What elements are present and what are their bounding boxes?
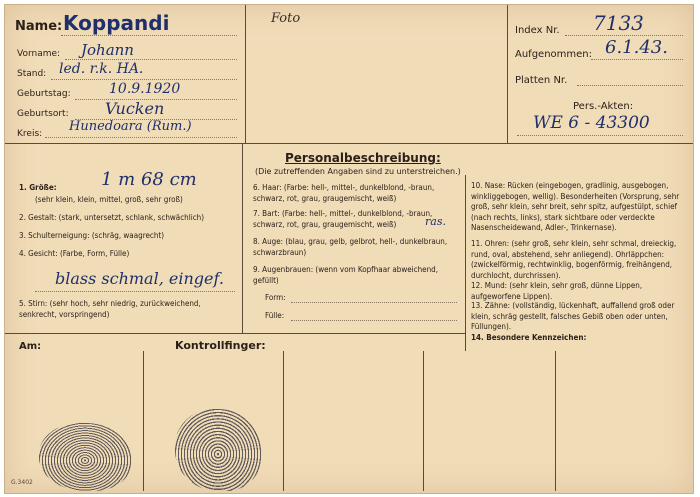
item-gesicht: 4. Gesicht: (Farbe, Form, Fülle) — [19, 249, 130, 258]
am-label: Am: — [19, 341, 42, 352]
geburtstag-value: 10.9.1920 — [109, 81, 181, 97]
divider — [143, 351, 144, 491]
fingerprint-2 — [175, 409, 261, 491]
kreis-value: Hunedoara (Rum.) — [69, 119, 192, 134]
item-groesse: 1. Größe: — [19, 183, 57, 192]
vorname-value: Johann — [81, 41, 134, 59]
geburtsort-value: Vucken — [105, 99, 165, 118]
form-line — [291, 302, 457, 303]
item-auge: 8. Auge: (blau, grau, gelb, gelbrot, hell-, dunkelbraun, schwarzbraun) — [253, 237, 448, 257]
platten-label: Platten Nr. — [515, 75, 568, 86]
item-zaehne: 13. Zähne: (vollständig, lückenhaft, auffallend groß oder klein, schräg gestellt, falsches Gebiß oben oder unten, Füllungen). — [471, 301, 675, 331]
index-line — [565, 35, 683, 36]
divider — [423, 351, 424, 491]
item-ohren: 11. Ohren: (sehr groß, sehr klein, sehr schmal, dreieckig, rund, oval, abstehend, sehr anliegend). Ohrläppchen: (zwickelförmig, rechtwinklig, bogenförmig, freihängend, durchlocht, durchrissen). — [471, 239, 677, 280]
fuelle-line — [291, 320, 457, 321]
augenbrauen-fuelle: Fülle: — [265, 311, 285, 320]
item-mund: 12. Mund: (sehr klein, sehr groß, dünne Lippen, aufgeworfene Lippen). — [471, 281, 643, 301]
groesse-value: 1 m 68 cm — [101, 169, 197, 190]
stand-value: led. r.k. HA. — [59, 61, 144, 77]
index-label: Index Nr. — [515, 25, 560, 36]
aufgenommen-line — [591, 59, 683, 60]
kontrollfinger-label: Kontrollfinger: — [175, 339, 266, 352]
personnel-card — [4, 4, 694, 494]
gesicht-line — [35, 291, 235, 292]
aufgenommen-value: 6.1.43. — [605, 37, 668, 58]
gesicht-value: blass schmal, eingef. — [55, 269, 224, 288]
divider — [555, 351, 556, 491]
item-stirn: 5. Stirn: (sehr hoch, sehr niedrig, zurückweichend, senkrecht, vorspringend) — [19, 299, 201, 319]
foto-label: Foto — [271, 11, 301, 26]
item-bart: 7. Bart: (Farbe: hell-, mittel-, dunkelblond, -braun, schwarz, rot, grau, graugemischt, weiß) — [253, 209, 433, 229]
geburtsort-label: Geburtsort: — [17, 109, 69, 119]
perakten-line — [517, 135, 683, 136]
item-kennzeichen: 14. Besondere Kennzeichen: — [471, 333, 587, 342]
description-title: Personalbeschreibung: — [285, 151, 441, 165]
geburtstag-label: Geburtstag: — [17, 89, 71, 99]
divider — [5, 143, 693, 144]
divider — [465, 175, 466, 351]
stand-line — [51, 79, 237, 80]
name-value: Koppandi — [63, 11, 170, 35]
divider — [5, 333, 465, 334]
index-value: 7133 — [593, 11, 644, 35]
fingerprint-1 — [39, 423, 131, 491]
perakten-value: WE 6 - 43300 — [533, 113, 650, 133]
kreis-label: Kreis: — [17, 129, 43, 139]
divider — [283, 351, 284, 491]
perakten-label: Pers.-Akten: — [573, 101, 634, 112]
bart-value: ras. — [425, 215, 446, 228]
item-gestalt: 2. Gestalt: (stark, untersetzt, schlank, schwächlich) — [19, 213, 205, 222]
vorname-line — [65, 59, 237, 60]
item-groesse-sub: (sehr klein, klein, mittel, groß, sehr groß) — [35, 195, 183, 204]
item-haar: 6. Haar: (Farbe: hell-, mittel-, dunkelblond, -braun, schwarz, rot, grau, graugemischt, weiß) — [253, 183, 435, 203]
item-schulterneigung: 3. Schulterneigung: (schräg, waagrecht) — [19, 231, 165, 240]
stand-label: Stand: — [17, 69, 47, 79]
name-line — [61, 35, 237, 36]
divider — [507, 5, 508, 143]
augenbrauen-form: Form: — [265, 293, 286, 302]
form-code: G.3402 — [11, 479, 33, 486]
item-augenbrauen: 9. Augenbrauen: (wenn vom Kopfhaar abweichend, gefüllt) — [253, 265, 439, 285]
divider — [242, 143, 243, 333]
name-label: Name: — [15, 19, 63, 34]
aufgenommen-label: Aufgenommen: — [515, 49, 592, 60]
divider — [245, 5, 246, 143]
item-nase: 10. Nase: Rücken (eingebogen, gradlinig, ausgebogen, winkliggebogen, wellig). Besonderheiten (Vorsprung, sehr groß, sehr klein, sehr breit, sehr spitz, aufgestülpt, schief (nach rechts, links), stark sichtbare oder verdeckte Nasenscheidewand, Adler-, Trinkernase). — [471, 181, 680, 232]
kreis-line — [45, 137, 237, 138]
vorname-label: Vorname: — [17, 49, 61, 59]
description-subtitle: (Die zutreffenden Angaben sind zu unterstreichen.) — [255, 167, 461, 176]
platten-line — [577, 85, 683, 86]
